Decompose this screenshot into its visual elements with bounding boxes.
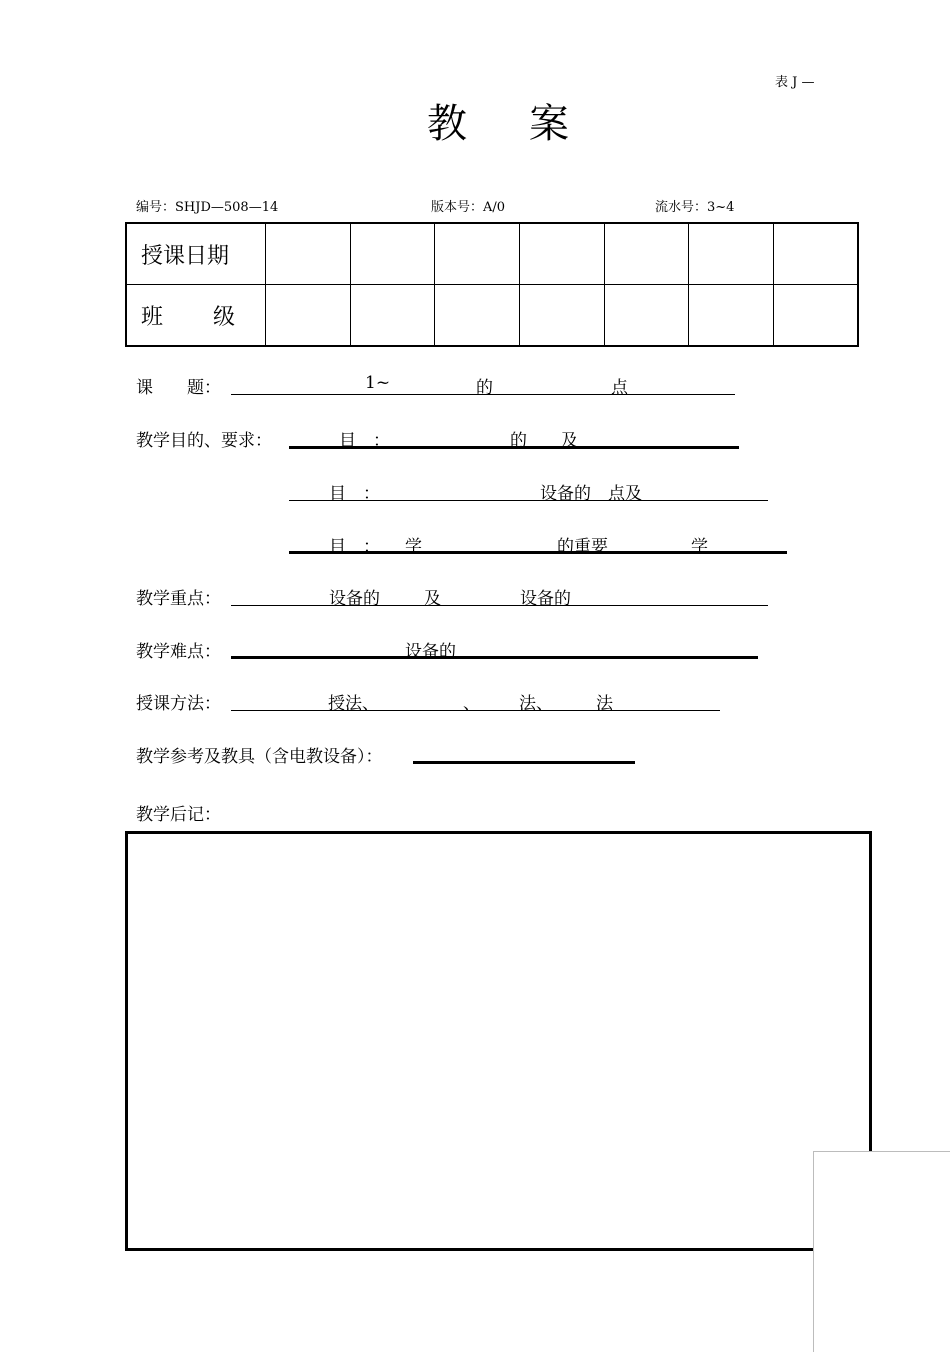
- date-cell[interactable]: [435, 223, 520, 285]
- topic-part: 的: [476, 378, 493, 398]
- date-cell[interactable]: [773, 223, 858, 285]
- key-point-part: 设备的: [329, 589, 380, 609]
- method-part: 法、: [519, 694, 553, 714]
- serial-number: 流水号：3~4: [655, 200, 735, 215]
- goal-part: 的 及: [510, 431, 578, 451]
- key-point-part: 设备的: [520, 589, 571, 609]
- date-cell[interactable]: [604, 223, 689, 285]
- topic-part: 1~: [365, 373, 391, 393]
- method-part: 法: [596, 694, 613, 714]
- method-part: 、: [463, 694, 480, 714]
- postscript-label: 教学后记：: [136, 805, 221, 825]
- difficulties-underline[interactable]: [231, 656, 758, 659]
- difficulties-label: 教学难点：: [136, 642, 221, 662]
- class-cell[interactable]: [604, 285, 689, 347]
- key-points-underline[interactable]: [231, 605, 768, 606]
- class-label-char-1: 班: [141, 304, 164, 330]
- schedule-table: [125, 222, 859, 347]
- class-cell[interactable]: [435, 285, 520, 347]
- goal-part: 设备的 点及: [540, 484, 642, 504]
- methods-label: 授课方法：: [136, 694, 221, 714]
- class-label-char-2: 级: [213, 304, 236, 330]
- key-points-label: 教学重点：: [136, 589, 221, 609]
- title-char-1: 教: [427, 101, 467, 147]
- class-cell[interactable]: [689, 285, 774, 347]
- class-cell[interactable]: [350, 285, 435, 347]
- corner-overlay: [813, 1151, 950, 1352]
- date-cell[interactable]: [350, 223, 435, 285]
- goal-part: 学: [691, 537, 708, 557]
- date-cell[interactable]: [266, 223, 351, 285]
- key-point-part: 及: [424, 589, 441, 609]
- references-underline[interactable]: [413, 761, 635, 764]
- goal-part: 目 ：: [329, 484, 380, 504]
- date-cell[interactable]: [519, 223, 604, 285]
- goal-part: 学: [405, 537, 422, 557]
- page-title-2: [529, 92, 569, 149]
- goal-part: 目 ：: [339, 431, 390, 451]
- goals-label: 教学目的、要求：: [136, 431, 272, 451]
- page-title: [427, 92, 467, 149]
- goal-part: 目 ：: [329, 537, 380, 557]
- date-cell[interactable]: [689, 223, 774, 285]
- class-cell[interactable]: [519, 285, 604, 347]
- title-char-2: 案: [529, 101, 569, 147]
- date-row: [126, 223, 858, 285]
- form-number: 表 J —: [775, 75, 815, 90]
- version-number: 版本号：A/0: [431, 200, 506, 215]
- document-code: 编号：SHJD—508—14: [136, 200, 279, 215]
- method-part: 授法、: [328, 694, 379, 714]
- topic-label: 课 题：: [136, 378, 221, 398]
- class-cell[interactable]: [773, 285, 858, 347]
- postscript-box[interactable]: [125, 831, 872, 1251]
- difficulty-part: 设备的: [405, 642, 456, 662]
- references-label: 教学参考及教具（含电教设备）：: [136, 747, 383, 767]
- topic-part: 点: [611, 378, 628, 398]
- class-cell[interactable]: [266, 285, 351, 347]
- goal-part: 的重要: [557, 537, 608, 557]
- class-label: [126, 285, 266, 347]
- date-label: 授课日期: [126, 223, 266, 285]
- class-row: [126, 285, 858, 347]
